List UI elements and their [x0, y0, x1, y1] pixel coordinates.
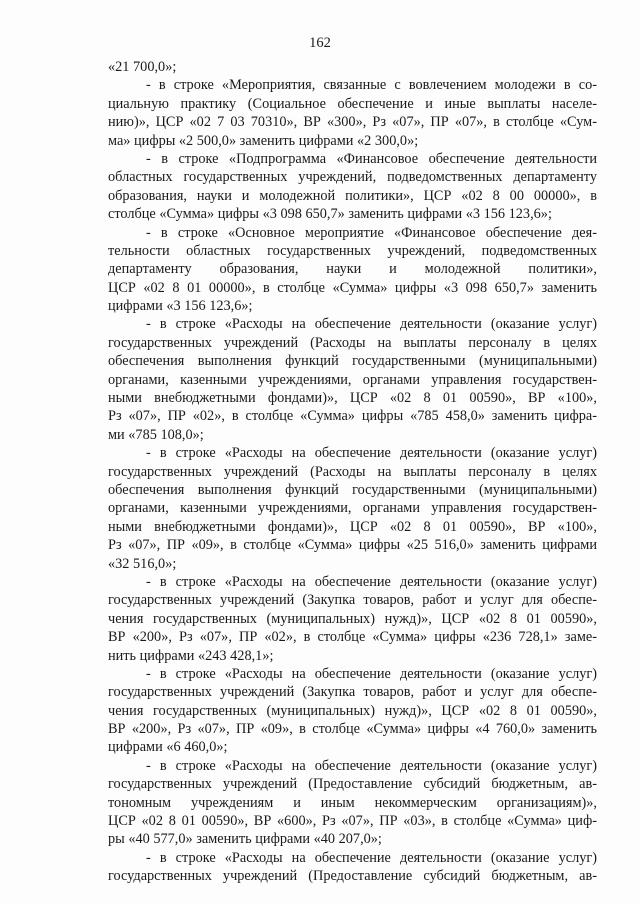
text-line: департаменту образования, науки и молодежной политики»,	[108, 261, 597, 278]
text-line: органами, казенными учреждениями, органами управления государствен-	[108, 371, 597, 388]
text-line: государственных учреждений (Предоставление субсидий бюджетным, ав-	[108, 776, 597, 793]
text-line: тономным учреждениям и иным некоммерческим организациям)»,	[108, 794, 597, 811]
text-line: ми «785 108,0»;	[108, 426, 204, 443]
text-line: - в строке «Расходы на обеспечение деятельности (оказание услуг)	[146, 665, 597, 682]
text-line: обеспечения выполнения функций государственными (муниципальными)	[108, 353, 597, 370]
text-line: чения государственных (муниципальных) нужд)», ЦСР «02 8 01 00590»,	[108, 610, 597, 627]
text-line: - в строке «Расходы на обеспечение деятельности (оказание услуг)	[146, 445, 597, 462]
text-line: - в строке «Расходы на обеспечение деятельности (оказание услуг)	[146, 849, 597, 866]
document-body	[108, 58, 597, 886]
text-line: государственных учреждений (Закупка товаров, работ и услуг для обеспе-	[108, 592, 597, 609]
text-line: цифрами «3 156 123,6»;	[108, 298, 253, 315]
page-number: 162	[309, 35, 331, 51]
text-line: «21 700,0»;	[108, 59, 177, 75]
text-line: обеспечения выполнения функций государственными (муниципальными)	[108, 481, 597, 498]
text-line: - в строке «Расходы на обеспечение деятельности (оказание услуг)	[146, 316, 597, 333]
text-line: чения государственных (муниципальных) нужд)», ЦСР «02 8 01 00590»,	[108, 702, 597, 719]
text-line: органами, казенными учреждениями, органами управления государствен-	[108, 500, 597, 517]
text-line: Рз «07», ПР «09», в столбце «Сумма» цифры «25 516,0» заменить цифрами	[108, 537, 597, 554]
text-line: государственных учреждений (Расходы на выплаты персоналу в целях	[108, 334, 597, 351]
text-line: ры «40 577,0» заменить цифрами «40 207,0»;	[108, 831, 382, 848]
text-line: ВР «200», Рз «07», ПР «02», в столбце «Сумма» цифры «236 728,1» заме-	[108, 629, 597, 646]
text-line: ными внебюджетными фондами)», ЦСР «02 8 01 00590», ВР «100»,	[108, 518, 597, 535]
text-line: - в строке «Подпрограмма «Финансовое обеспечение деятельности	[146, 150, 597, 167]
text-line: ЦСР «02 8 01 00000», в столбце «Сумма» цифры «3 098 650,7» заменить	[108, 279, 597, 296]
text-line: государственных учреждений (Закупка товаров, работ и услуг для обеспе-	[108, 684, 597, 701]
text-line: столбце «Сумма» цифры «3 098 650,7» заменить цифрами «3 156 123,6»;	[108, 206, 552, 223]
text-line: - в строке «Основное мероприятие «Финансовое обеспечение дея-	[146, 224, 597, 241]
text-line: Рз «07», ПР «02», в столбце «Сумма» цифры «785 458,0» заменить цифра-	[108, 408, 597, 425]
text-line: циальную практику (Социальное обеспечение и иные выплаты населе-	[108, 95, 597, 112]
text-line: «32 516,0»;	[108, 555, 177, 572]
text-line: ными внебюджетными фондами)», ЦСР «02 8 01 00590», ВР «100»,	[108, 390, 597, 407]
text-line: - в строке «Расходы на обеспечение деятельности (оказание услуг)	[146, 757, 597, 774]
text-line: нить цифрами «243 428,1»;	[108, 647, 274, 664]
text-line: тельности областных государственных учреждений, подведомственных	[108, 242, 597, 259]
text-line: ма» цифры «2 500,0» заменить цифрами «2 300,0»;	[108, 132, 419, 149]
text-line: областных государственных учреждений, подведомственных департаменту	[108, 169, 597, 186]
text-line: цифрами «6 460,0»;	[108, 739, 228, 756]
text-line: ЦСР «02 8 01 00590», ВР «600», Рз «07», ПР «03», в столбце «Сумма» циф-	[108, 813, 597, 830]
text-line: нию)», ЦСР «02 7 03 70310», ВР «300», Рз «07», ПР «07», в столбце «Сум-	[108, 114, 597, 131]
text-line: государственных учреждений (Расходы на выплаты персоналу в целях	[108, 463, 597, 480]
text-line: ВР «200», Рз «07», ПР «09», в столбце «Сумма» цифры «4 760,0» заменить	[108, 721, 597, 738]
text-line: образования, науки и молодежной политики», ЦСР «02 8 00 00000», в	[108, 187, 597, 204]
text-line: государственных учреждений (Предоставление субсидий бюджетным, ав-	[108, 868, 597, 885]
text-line: - в строке «Мероприятия, связанные с вовлечением молодежи в со-	[146, 77, 597, 94]
text-line: - в строке «Расходы на обеспечение деятельности (оказание услуг)	[146, 573, 597, 590]
